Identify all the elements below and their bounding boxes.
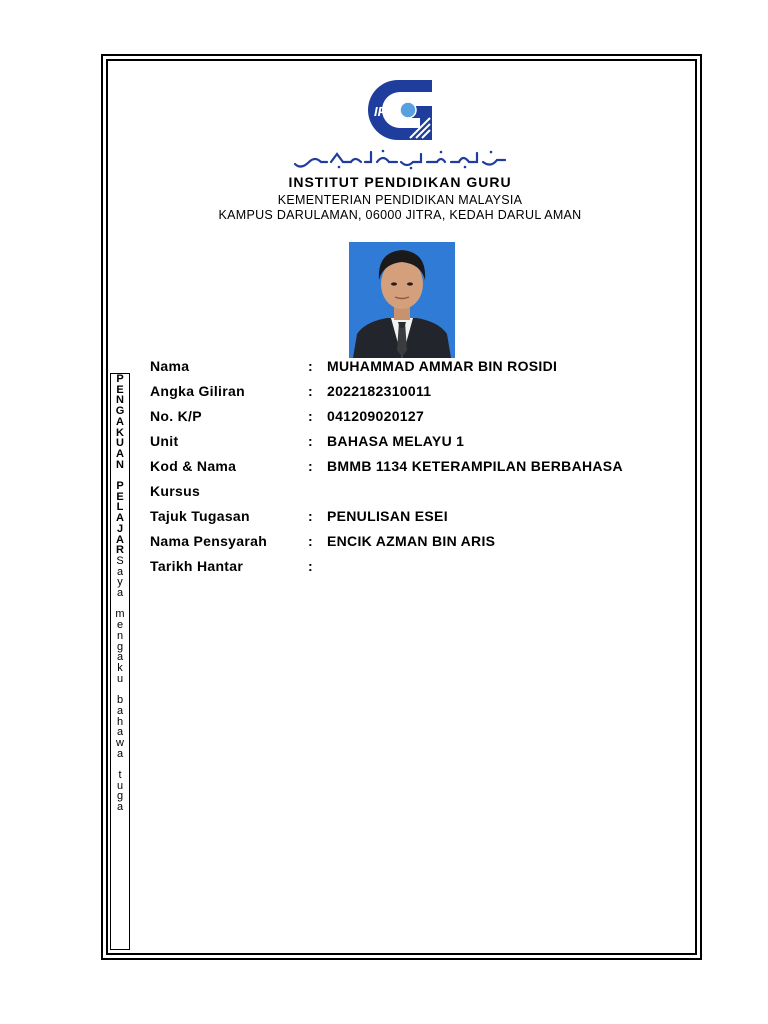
vertical-char: m	[115, 608, 125, 621]
field-colon: :	[308, 383, 313, 399]
jawi-script-logo	[290, 146, 510, 172]
field-label: Nama Pensyarah	[150, 533, 268, 549]
field-label: Tajuk Tugasan	[150, 508, 250, 524]
vertical-char: a	[116, 565, 124, 578]
vertical-char: e	[116, 619, 124, 632]
vertical-char: a	[116, 747, 124, 760]
field-value: BMMB 1134 KETERAMPILAN BERBAHASA	[327, 458, 623, 474]
vertical-char: b	[116, 694, 124, 707]
ministry-name: KEMENTERIAN PENDIDIKAN MALAYSIA	[277, 193, 523, 207]
student-photo	[349, 242, 455, 358]
vertical-char: t	[118, 769, 122, 782]
field-label: Kursus	[150, 483, 201, 499]
vertical-char: P	[116, 373, 124, 385]
field-colon: :	[308, 458, 313, 474]
field-row	[0, 405, 700, 428]
vertical-char: u	[116, 779, 124, 792]
institution-name: INSTITUT PENDIDIKAN GURU	[288, 174, 512, 190]
field-value: 041209020127	[327, 408, 425, 424]
vertical-char: N	[116, 458, 124, 471]
vertical-char: a	[116, 704, 124, 717]
field-value: ENCIK AZMAN BIN ARIS	[327, 533, 496, 549]
field-value: 2022182310011	[327, 383, 432, 399]
ipg-logo	[360, 76, 440, 146]
vertical-char: u	[116, 672, 124, 685]
campus-address: KAMPUS DARULAMAN, 06000 JITRA, KEDAH DARUL AMAN	[218, 208, 582, 222]
vertical-char: N	[116, 394, 124, 407]
vertical-char: U	[116, 437, 124, 450]
field-value: BAHASA MELAYU 1	[327, 433, 465, 449]
vertical-char: g	[116, 790, 124, 803]
field-row	[0, 458, 700, 478]
field-colon: :	[308, 408, 313, 424]
vertical-char: A	[116, 512, 124, 525]
field-colon: :	[308, 533, 313, 549]
vertical-char: G	[115, 405, 125, 418]
vertical-char: w	[116, 736, 124, 749]
field-row	[0, 433, 700, 453]
field-value: PENULISAN ESEI	[327, 508, 448, 524]
vertical-char: a	[116, 801, 124, 814]
vertical-char: n	[116, 629, 124, 642]
vertical-char: R	[116, 544, 124, 557]
vertical-char: A	[116, 447, 124, 460]
field-row	[0, 358, 700, 378]
field-label: No. K/P	[150, 408, 202, 424]
vertical-char: P	[116, 480, 124, 493]
field-colon: :	[308, 358, 313, 374]
vertical-char: L	[116, 501, 124, 514]
vertical-char: g	[116, 640, 124, 653]
vertical-char: h	[116, 715, 124, 728]
vertical-char: a	[116, 587, 124, 600]
field-label: Tarikh Hantar	[150, 558, 244, 574]
field-label: Angka Giliran	[150, 383, 245, 399]
vertical-char: y	[117, 576, 123, 589]
field-row	[0, 383, 700, 403]
field-row	[0, 554, 700, 578]
vertical-char: S	[116, 554, 124, 567]
field-row	[0, 533, 700, 553]
field-colon: :	[308, 558, 313, 574]
vertical-char: a	[116, 651, 124, 664]
vertical-char: A	[116, 533, 124, 546]
vertical-char: K	[116, 426, 124, 439]
vertical-char: E	[116, 383, 124, 396]
field-label: Kod & Nama	[150, 458, 237, 474]
vertical-char: J	[116, 522, 124, 535]
vertical-char: a	[116, 726, 124, 739]
field-label: Nama	[150, 358, 190, 374]
field-label: Unit	[150, 433, 179, 449]
field-row	[0, 508, 700, 528]
field-colon: :	[308, 433, 313, 449]
logo-text: IPG	[374, 104, 397, 119]
field-row	[0, 480, 700, 503]
field-colon: :	[308, 508, 313, 524]
vertical-char: k	[117, 661, 123, 674]
vertical-char: E	[116, 490, 124, 503]
field-value: MUHAMMAD AMMAR BIN ROSIDI	[327, 358, 558, 374]
vertical-char: A	[116, 415, 124, 428]
